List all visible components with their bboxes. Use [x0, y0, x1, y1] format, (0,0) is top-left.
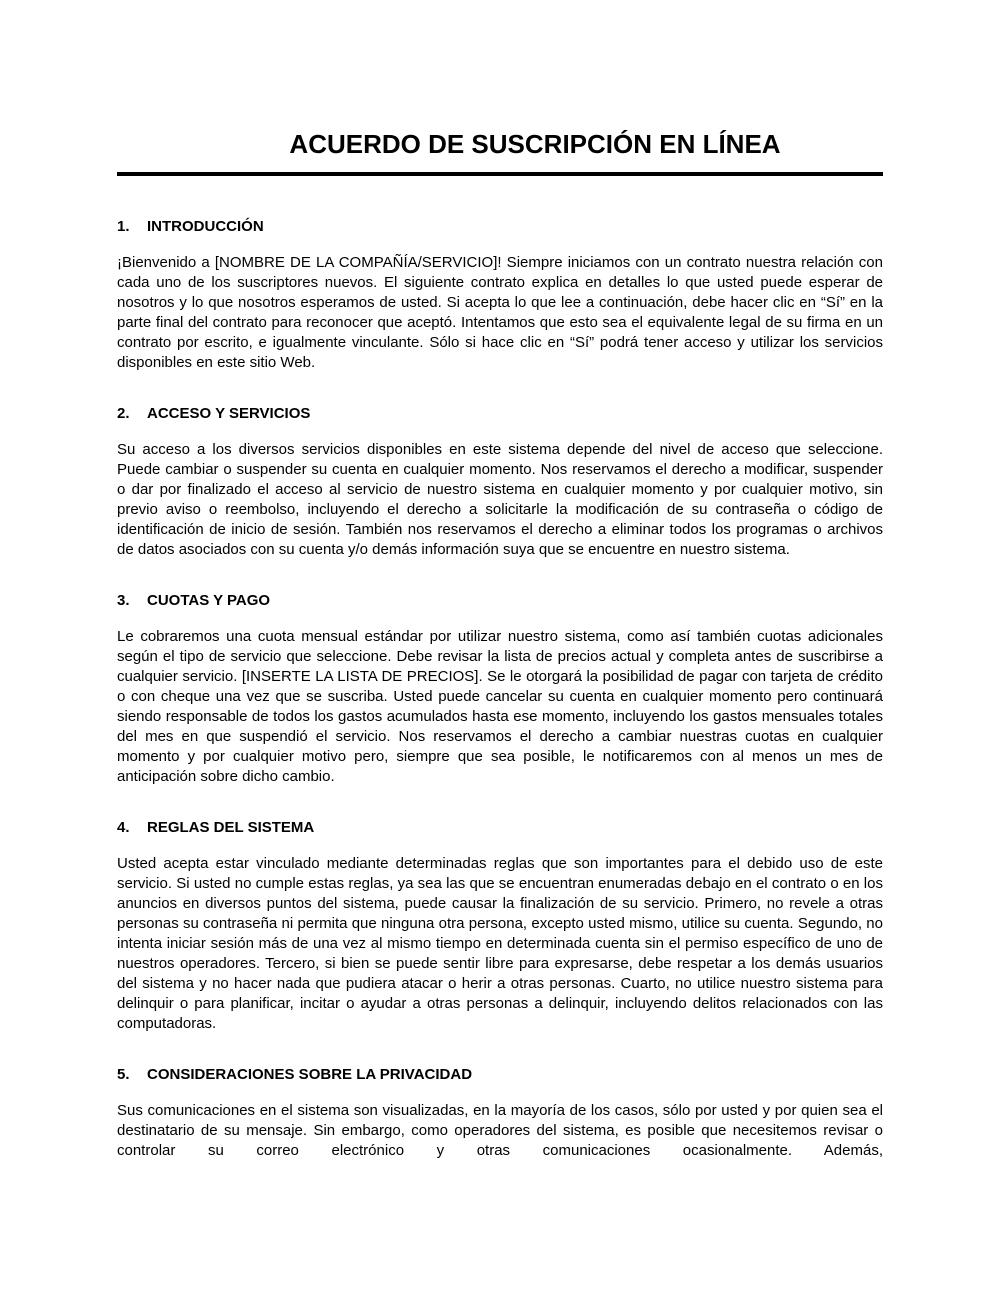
sections-container — [117, 217, 883, 1161]
section-number: 1. — [117, 218, 130, 235]
section-number: 5. — [117, 1066, 130, 1083]
section-paragraph: Su acceso a los diversos servicios disponibles en este sistema depende del nivel de acceso que seleccione. Puede cambiar o suspender su cuenta en cualquier momento. Nos reservamos el derecho a modificar, suspender o dar por finalizado el acceso al servicio de nuestro sistema en cualquier momento y por cualquier motivo, sin previo aviso o reembolso, incluyendo el derecho a solicitarle la modificación de su contraseña o código de identificación de inicio de sesión. También nos reservamos el derecho a eliminar todos los programas o archivos de datos asociados con su cuenta y/o demás información suya que se encuentre en nuestro sistema. — [117, 441, 883, 558]
document-section — [117, 217, 883, 373]
title-rule — [117, 172, 883, 176]
document-section — [117, 818, 883, 1034]
document-section — [117, 1065, 883, 1161]
section-paragraph: Sus comunicaciones en el sistema son visualizadas, en la mayoría de los casos, sólo por usted y por quien sea el destinatario de su mensaje. Sin embargo, como operadores del sistema, es posible que necesitemos revisar o controlar su correo electrónico y otras comunicaciones ocasionalmente. Además, — [117, 1102, 883, 1159]
section-paragraph: Le cobraremos una cuota mensual estándar por utilizar nuestro sistema, como así también cuotas adicionales según el tipo de servicio que seleccione. Debe revisar la lista de precios actual y completa antes de suscribirse a cualquier servicio. [INSERTE LA LISTA DE PRECIOS]. Se le otorgará la posibilidad de pagar con tarjeta de crédito o con cheque una vez que se suscriba. Usted puede cancelar su cuenta en cualquier momento pero continuará siendo responsable de todos los gastos acumulados hasta ese momento, incluyendo los gastos mensuales totales del mes en que suspendió el servicio. Nos reservamos el derecho a cambiar nuestras cuotas en cualquier momento y por cualquier motivo pero, siempre que sea posible, le notificaremos con al menos un mes de anticipación sobre dicho cambio. — [117, 628, 883, 785]
section-paragraph: Usted acepta estar vinculado mediante determinadas reglas que son importantes para el debido uso de este servicio. Si usted no cumple estas reglas, ya sea las que se encuentran enumeradas debajo en el contrato o en los anuncios en diversos puntos del sistema, puede causar la finalización de su servicio. Primero, no revele a otras personas su contraseña ni permita que ninguna otra persona, excepto usted mismo, utilice su cuenta. Segundo, no intenta iniciar sesión más de una vez al mismo tiempo en determinada cuenta sin el permiso específico de uno de nuestros operadores. Tercero, si bien se puede sentir libre para expresarse, debe respetar a los demás usuarios del sistema y no hacer nada que pudiera atacar o herir a otras personas. Cuarto, no utilice nuestro sistema para delinquir o para planificar, incitar o ayudar a otras personas a delinquir, incluyendo delitos relacionados con las computadoras. — [117, 855, 883, 1032]
section-number: 3. — [117, 592, 130, 609]
section-heading — [117, 1065, 883, 1084]
section-heading — [117, 818, 883, 837]
section-title: INTRODUCCIÓN — [147, 218, 264, 235]
section-title: REGLAS DEL SISTEMA — [147, 819, 315, 836]
section-heading — [117, 404, 883, 423]
document-section — [117, 404, 883, 560]
section-title: ACCESO Y SERVICIOS — [147, 405, 311, 422]
section-number: 2. — [117, 405, 130, 422]
section-title: CONSIDERACIONES SOBRE LA PRIVACIDAD — [147, 1066, 473, 1083]
page-title: ACUERDO DE SUSCRIPCIÓN EN LÍNEA — [289, 129, 781, 159]
section-title: CUOTAS Y PAGO — [147, 592, 271, 609]
section-heading — [117, 591, 883, 610]
document-section — [117, 591, 883, 787]
section-number: 4. — [117, 819, 130, 836]
section-heading — [117, 217, 883, 236]
section-paragraph: ¡Bienvenido a [NOMBRE DE LA COMPAÑÍA/SERVICIO]! Siempre iniciamos con un contrato nuestra relación con cada uno de los suscriptores nuevos. El siguiente contrato explica en detalles lo que usted puede esperar de nosotros y lo que nosotros esperamos de usted. Si acepta lo que lee a continuación, debe hacer clic en “Sí” en la parte final del contrato para reconocer que aceptó. Intentamos que esto sea el equivalente legal de su firma en un contrato por escrito, e igualmente vinculante. Sólo si hace clic en “Sí” podrá tener acceso y utilizar los servicios disponibles en este sitio Web. — [117, 254, 883, 371]
